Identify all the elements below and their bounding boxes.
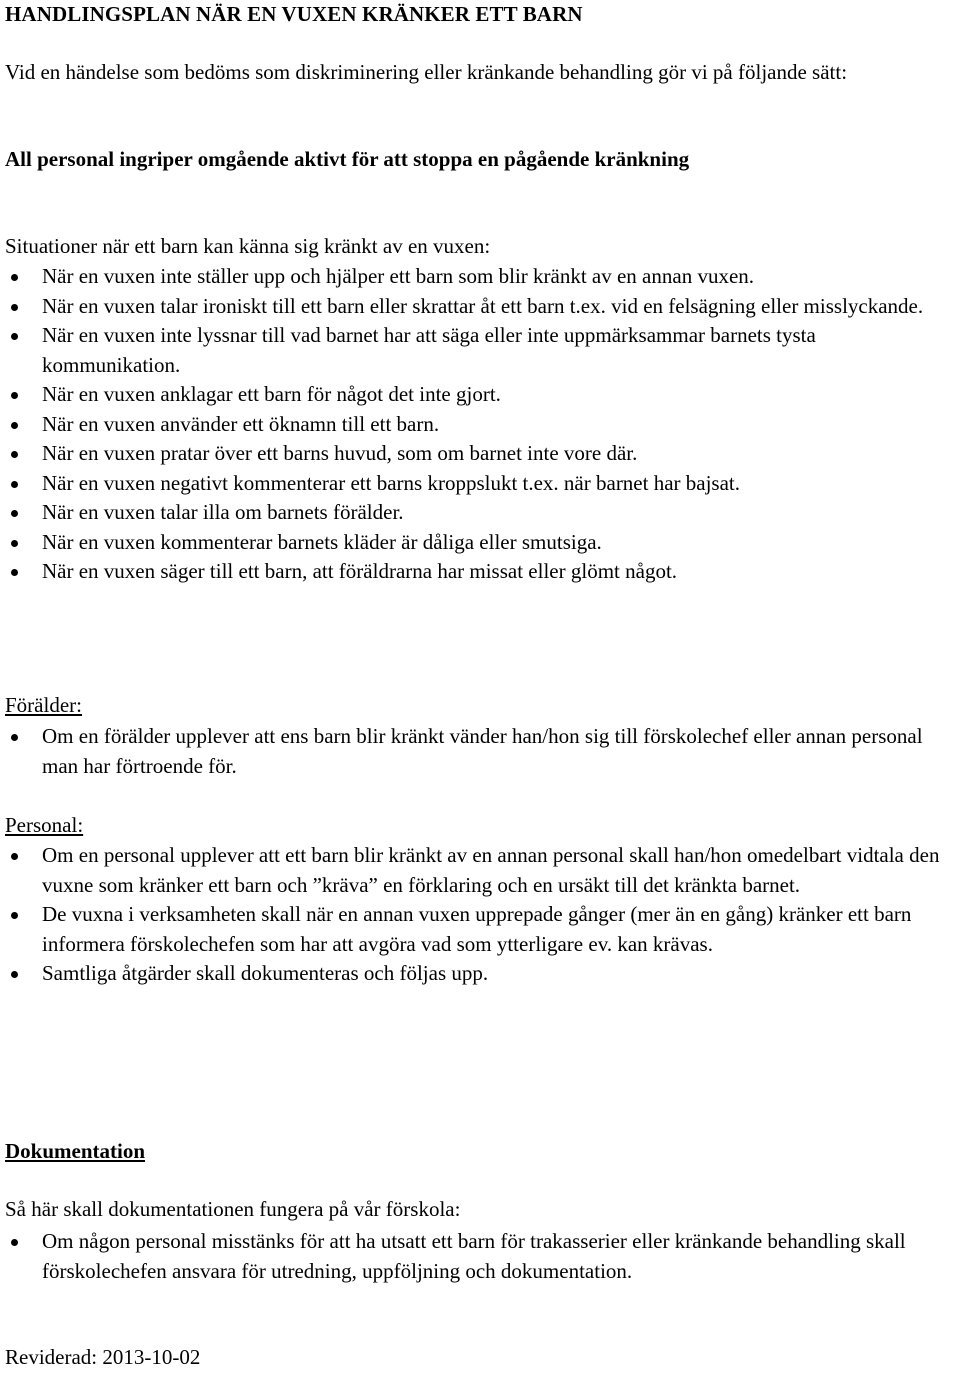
list-item: När en vuxen säger till ett barn, att föräldrarna har missat eller glömt något. — [5, 557, 955, 587]
situations-list — [5, 262, 955, 587]
statement: All personal ingriper omgående aktivt för att stoppa en pågående kränkning — [5, 147, 690, 171]
list-item: Om en personal upplever att ett barn blir kränkt av en annan personal skall han/hon omedelbart vidtala den vuxne som kränker ett barn och ”kräva” en förklaring och en ursäkt till det kränkta barnet. — [5, 841, 955, 900]
list-item: När en vuxen talar ironiskt till ett barn eller skrattar åt ett barn t.ex. vid en felsägning eller misslyckande. — [5, 292, 955, 322]
list-item: När en vuxen talar illa om barnets förälder. — [5, 498, 955, 528]
list-item: När en vuxen pratar över ett barns huvud, som om barnet inte vore där. — [5, 439, 955, 469]
list-item: Om en förälder upplever att ens barn blir kränkt vänder han/hon sig till förskolechef eller annan personal man har förtroende för. — [5, 722, 955, 781]
documentation-heading: Dokumentation — [5, 1139, 146, 1163]
page-title: HANDLINGSPLAN NÄR EN VUXEN KRÄNKER ETT BARN — [5, 2, 583, 26]
revised-date: Reviderad: 2013-10-02 — [5, 1345, 201, 1369]
intro-paragraph: Vid en händelse som bedöms som diskriminering eller kränkande behandling gör vi på följande sätt: — [5, 60, 848, 84]
list-item: När en vuxen inte ställer upp och hjälper ett barn som blir kränkt av en annan vuxen. — [5, 262, 955, 292]
staff-heading: Personal: — [5, 813, 84, 837]
list-item: De vuxna i verksamheten skall när en annan vuxen upprepade gånger (mer än en gång) kränker ett barn informera förskolechefen som har att avgöra vad som ytterligare ev. kan krävas. — [5, 900, 955, 959]
list-item: När en vuxen kommenterar barnets kläder är dåliga eller smutsiga. — [5, 528, 955, 558]
documentation-intro: Så här skall dokumentationen fungera på vår förskola: — [5, 1197, 461, 1221]
staff-list — [5, 841, 955, 989]
list-item: När en vuxen inte lyssnar till vad barnet har att säga eller inte uppmärksammar barnets tysta kommunikation. — [5, 321, 955, 380]
documentation-list — [5, 1227, 955, 1286]
parent-list — [5, 722, 955, 781]
list-item: Om någon personal misstänks för att ha utsatt ett barn för trakasserier eller kränkande behandling skall förskolechefen ansvara för utredning, uppföljning och dokumentation. — [5, 1227, 955, 1286]
situations-heading: Situationer när ett barn kan känna sig kränkt av en vuxen: — [5, 234, 491, 258]
list-item: När en vuxen använder ett öknamn till ett barn. — [5, 410, 955, 440]
parent-heading: Förälder: — [5, 693, 82, 717]
list-item: Samtliga åtgärder skall dokumenteras och följas upp. — [5, 959, 955, 989]
list-item: När en vuxen negativt kommenterar ett barns kroppslukt t.ex. när barnet har bajsat. — [5, 469, 955, 499]
list-item: När en vuxen anklagar ett barn för något det inte gjort. — [5, 380, 955, 410]
